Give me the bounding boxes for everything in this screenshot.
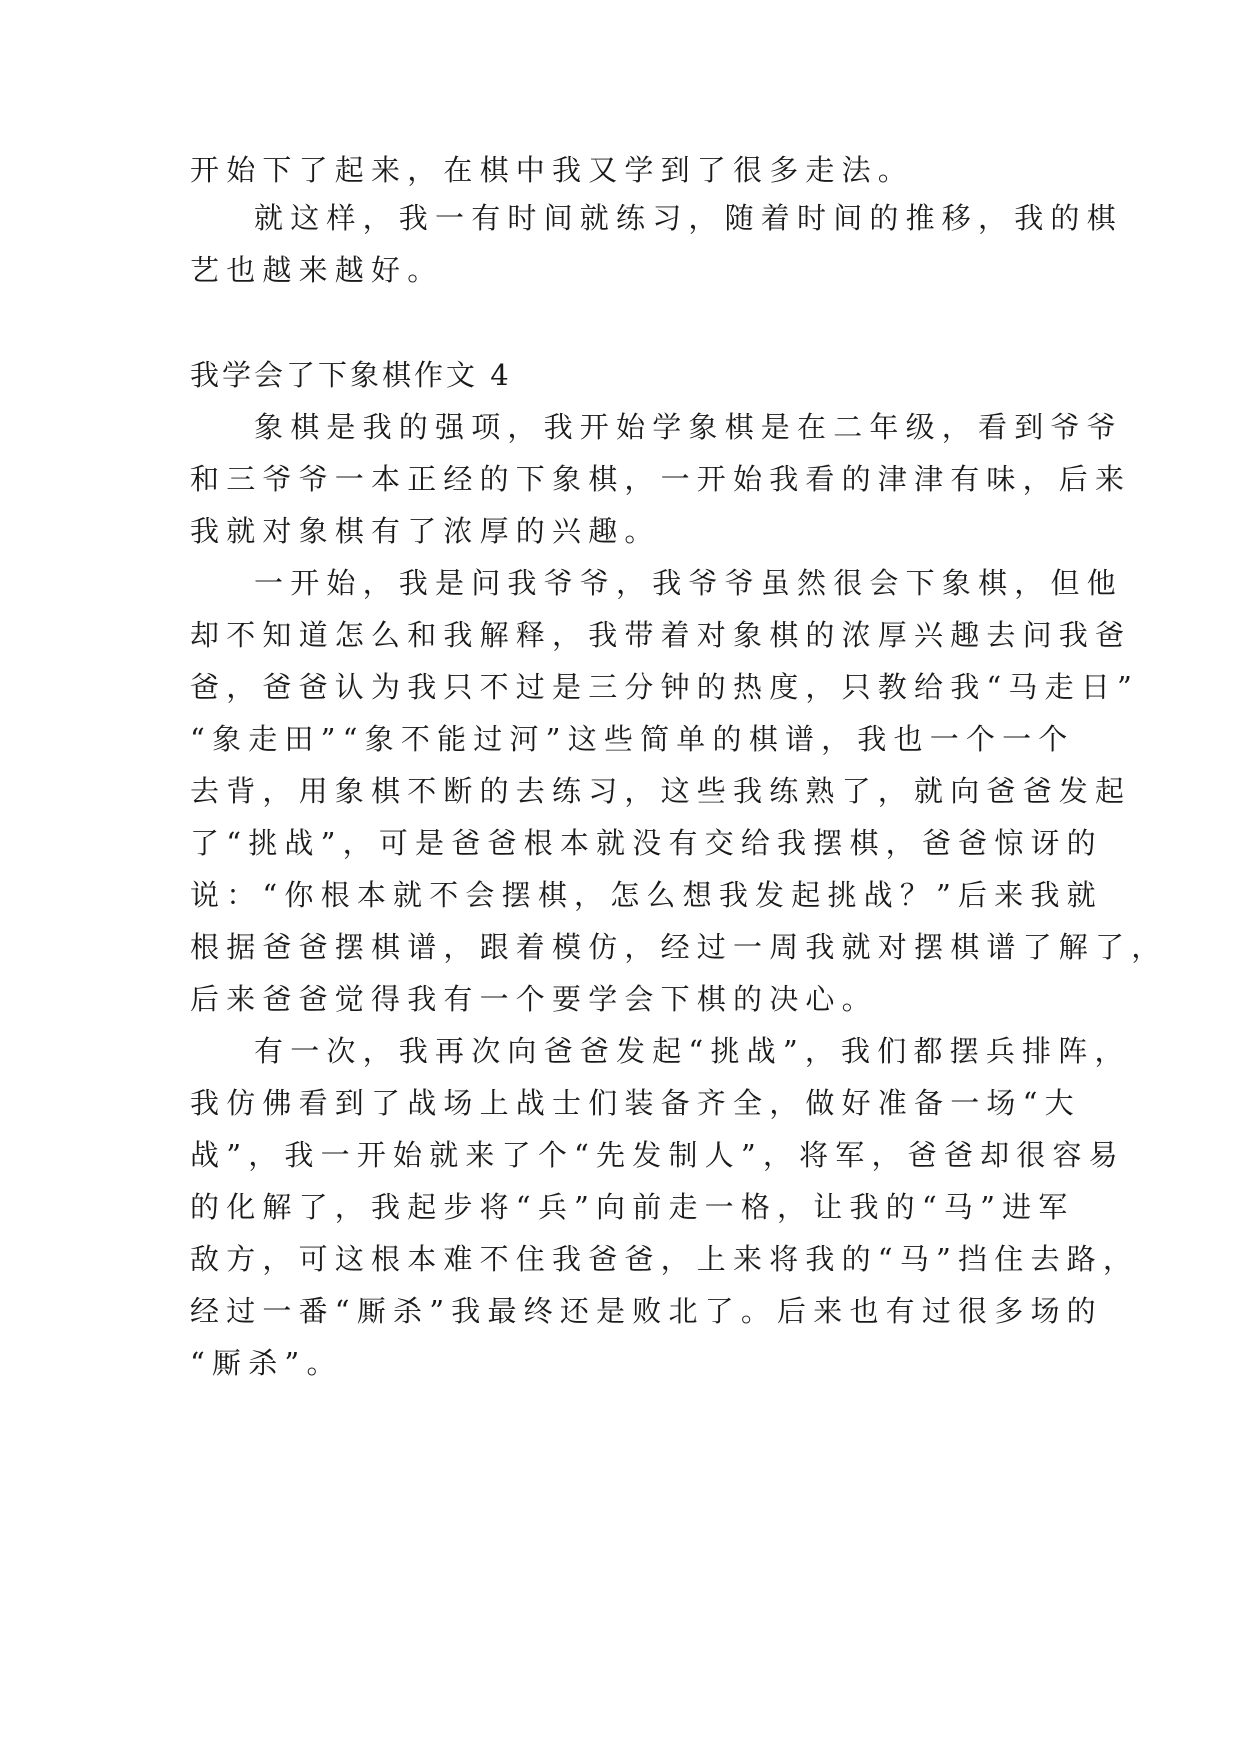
text-line: “厮杀”。 [190, 1346, 343, 1380]
text-line: 说：“你根本就不会摆棋，怎么想我发起挑战？”后来我就 [190, 878, 1103, 912]
text-line: 敌方，可这根本难不住我爸爸，上来将我的“马”挡住去路， [190, 1242, 1140, 1276]
text-line: 有一次，我再次向爸爸发起“挑战”，我们都摆兵排阵， [254, 1034, 1131, 1068]
text-line: 了“挑战”，可是爸爸根本就没有交给我摆棋，爸爸惊讶的 [190, 826, 1103, 860]
text-line: “象走田”“象不能过河”这些简单的棋谱，我也一个一个 [190, 722, 1075, 756]
text-line: 和三爷爷一本正经的下象棋，一开始我看的津津有味，后来 [190, 462, 1132, 496]
text-line: 爸，爸爸认为我只不过是三分钟的热度，只教给我“马走日” [190, 670, 1140, 704]
text-line: 战”，我一开始就来了个“先发制人”，将军，爸爸却很容易 [190, 1138, 1125, 1172]
text-line: 我就对象棋有了浓厚的兴趣。 [190, 514, 661, 548]
text-line: 根据爸爸摆棋谱，跟着模仿，经过一周我就对摆棋谱了解了， [190, 930, 1168, 964]
text-line: 去背，用象棋不断的去练习，这些我练熟了，就向爸爸发起 [190, 774, 1132, 808]
text-line: 却不知道怎么和我解释，我带着对象棋的浓厚兴趣去问我爸 [190, 618, 1132, 652]
text-line: 我仿佛看到了战场上战士们装备齐全，做好准备一场“大 [190, 1086, 1081, 1120]
text-line: 的化解了，我起步将“兵”向前走一格，让我的“马”进军 [190, 1190, 1075, 1224]
text-line: 后来爸爸觉得我有一个要学会下棋的决心。 [190, 982, 878, 1016]
text-line: 开始下了起来，在棋中我又学到了很多走法。 [190, 153, 915, 187]
text-line: 经过一番“厮杀”我最终还是败北了。后来也有过很多场的 [190, 1294, 1103, 1328]
text-line: 一开始，我是问我爷爷，我爷爷虽然很会下象棋，但他 [254, 566, 1123, 600]
text-line: 艺也越来越好。 [190, 253, 444, 287]
text-line: 象棋是我的强项，我开始学象棋是在二年级，看到爷爷 [254, 410, 1123, 444]
text-line: 就这样，我一有时间就练习，随着时间的推移，我的棋 [254, 201, 1123, 235]
section-title: 我学会了下象棋作文 4 [190, 358, 512, 392]
